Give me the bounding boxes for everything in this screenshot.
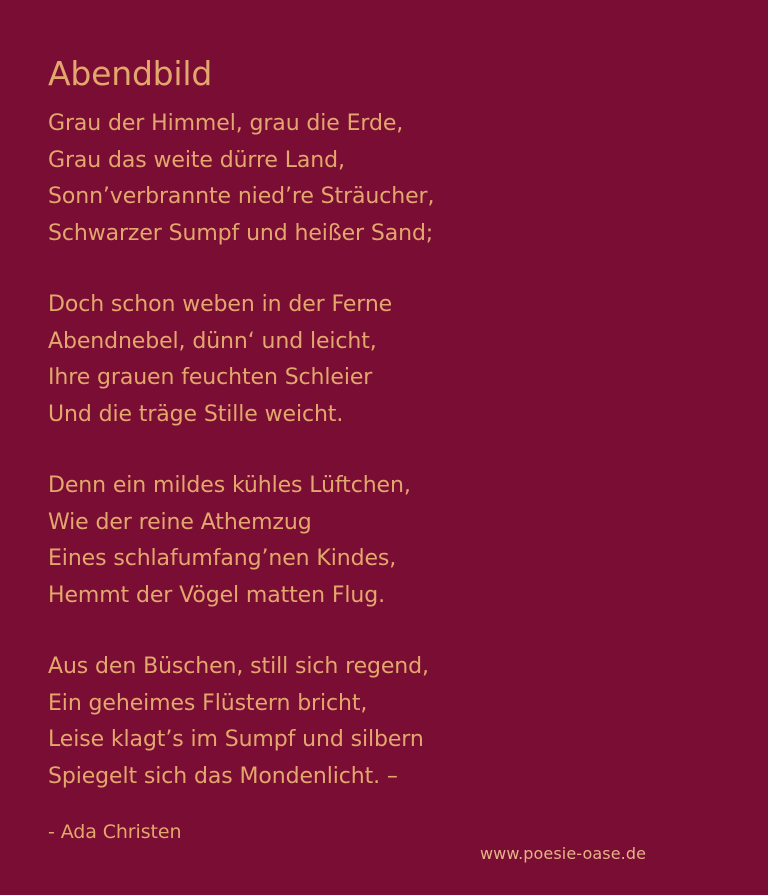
poem-line: Abendnebel, dünn‘ und leicht, [48,328,377,354]
poem-line: Spiegelt sich das Mondenlicht. – [48,763,398,789]
poem-title: Abendbild [48,54,213,93]
stanza-1 [48,106,668,252]
poem-body [48,106,668,830]
stanza-2 [48,287,668,433]
poem-author: - Ada Christen [48,821,182,843]
stanza-3 [48,468,668,614]
poem-line: Wie der reine Athemzug [48,509,312,535]
poem-line: Leise klagt’s im Sumpf und silbern [48,727,424,752]
poem-line: Denn ein mildes kühles Lüftchen, [48,473,411,498]
website-watermark: www.poesie-oase.de [480,844,647,863]
poem-line: Und die träge Stille weicht. [48,401,344,427]
poem-line: Aus den Büschen, still sich regend, [48,654,429,679]
poem-line: Schwarzer Sumpf und heißer Sand; [48,220,434,246]
poem-line: Hemmt der Vögel matten Flug. [48,582,386,608]
poem-line: Doch schon weben in der Ferne [48,292,393,317]
poem-line: Sonn’verbrannte nied’re Sträucher, [48,184,435,209]
poem-line: Grau das weite dürre Land, [48,147,345,173]
stanza-4 [48,649,668,795]
poem-line: Ein geheimes Flüstern bricht, [48,690,368,716]
poem-line: Ihre grauen feuchten Schleier [48,365,373,390]
poem-line: Grau der Himmel, grau die Erde, [48,111,404,136]
poem-line: Eines schlafumfang’nen Kindes, [48,546,397,571]
